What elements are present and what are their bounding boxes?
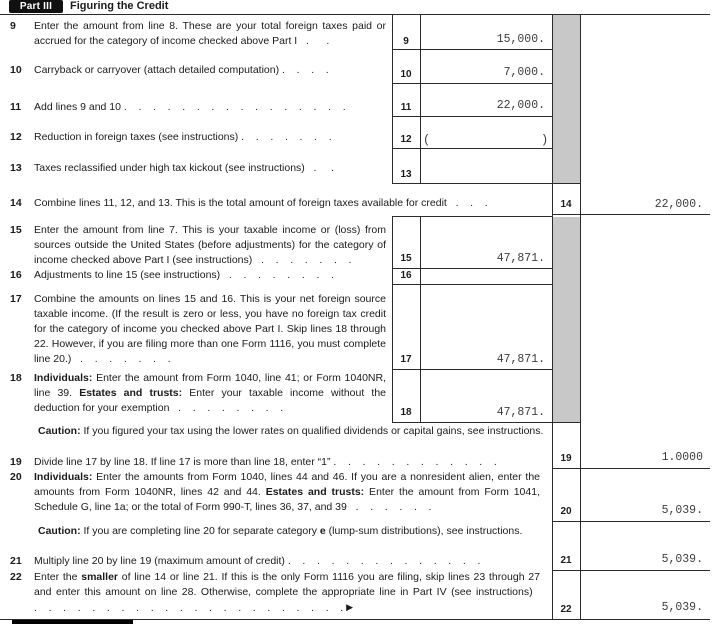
grid-line — [392, 183, 581, 184]
line-10-text: Carryback or carryover (attach detailed computation) . . . . — [34, 64, 329, 76]
box-number-13: 13 — [400, 169, 412, 180]
box-number-20: 20 — [560, 506, 572, 517]
part-iii-title: Figuring the Credit — [70, 0, 169, 12]
grid-line — [552, 214, 710, 215]
line-9-amount[interactable]: 15,000. — [496, 33, 545, 46]
grid-line — [392, 83, 552, 84]
line-14-number: 14 — [10, 197, 22, 209]
line-11-amount[interactable]: 22,000. — [496, 99, 545, 112]
line-10 — [10, 63, 386, 78]
line-18-amount[interactable]: 47,871. — [496, 406, 545, 419]
line-17-text: Combine the amounts on lines 15 and 16. This is your net foreign source taxable income. (If the result is zero or less, you have no foreign tax credit for the category of income you checked above Part I. Skip lines 18 through 22. However, if you are filing more than one Form 1116, you must complete line 20.) . . . . . . . — [34, 293, 386, 365]
line-20 — [10, 470, 540, 515]
line-11-number: 11 — [10, 101, 22, 113]
box-number-17: 17 — [400, 354, 412, 365]
line-14-text: Combine lines 11, 12, and 13. This is the total amount of foreign taxes available for credit . . . — [34, 197, 488, 209]
line-13-number: 13 — [10, 162, 22, 174]
line-21-amount[interactable]: 5,039. — [661, 553, 703, 566]
line-20-amount[interactable]: 5,039. — [661, 504, 703, 517]
grid-line — [552, 468, 710, 469]
box-number-12: 12 — [400, 134, 412, 145]
line-21-text: Multiply line 20 by line 19 (maximum amount of credit) . . . . . . . . . . . . . . — [34, 555, 481, 567]
line-20-number: 20 — [10, 471, 22, 483]
box-number-11: 11 — [400, 102, 412, 113]
line-19-number: 19 — [10, 456, 22, 468]
line-11-text: Add lines 9 and 10 . . . . . . . . . . . . . . . . — [34, 101, 346, 113]
box-number-14: 14 — [560, 199, 572, 210]
box-number-10: 10 — [400, 69, 412, 80]
line-20-text: Individuals: Enter the amounts from Form 1040, lines 44 and 46. If you are a nonresident alien, enter the amounts from Form 1040NR, lines 42 and 44. Estates and trusts: Enter the amount from Form 1041, Schedule G, line 1a; or the total of Form 990-T, lines 36, 37, and 39 . . . . . . — [34, 471, 540, 513]
next-part-header-stub — [12, 620, 133, 624]
line-9 — [10, 19, 386, 49]
box-number-15: 15 — [400, 253, 412, 264]
grid-line — [392, 268, 552, 269]
line-19-amount[interactable]: 1.0000 — [661, 451, 703, 464]
right-arrow-icon: ▶ — [346, 602, 354, 612]
grid-line — [392, 49, 552, 50]
line-22-text: Enter the smaller of line 14 or line 21. If this is the only Form 1116 you are filing, skip lines 23 through 27 and enter this amount on line 28. Otherwise, complete the appropriate line in Part IV (see instructions) . . . . . . . . . . . . . . . . . . . . . . ▶ — [34, 571, 540, 614]
grid-line — [552, 15, 553, 619]
line-19-text: Divide line 17 by line 18. If line 17 is more than line 18, enter “1” . . . . . . . . . . . . — [34, 456, 497, 468]
line-11 — [10, 100, 386, 115]
line-10-amount[interactable]: 7,000. — [503, 66, 545, 79]
box-number-9: 9 — [403, 36, 409, 47]
line-12-text: Reduction in foreign taxes (see instructions) . . . . . . . — [34, 131, 332, 143]
line-12-paren-open: ( — [423, 133, 431, 147]
line-12 — [10, 130, 386, 145]
grid-line — [420, 216, 421, 422]
box-number-16: 16 — [400, 270, 412, 281]
line-21-number: 21 — [10, 555, 22, 567]
line-15-amount[interactable]: 47,871. — [496, 252, 545, 265]
line-16-text: Adjustments to line 15 (see instructions) . . . . . . . . — [34, 269, 334, 281]
grid-line — [392, 284, 552, 285]
line-14 — [10, 196, 540, 211]
line-10-number: 10 — [10, 64, 22, 76]
grid-line — [392, 422, 581, 423]
grid-line — [552, 570, 710, 571]
line-17-amount[interactable]: 47,871. — [496, 353, 545, 366]
line-13-text: Taxes reclassified under high tax kickout (see instructions) . . — [34, 162, 334, 174]
line-9-text: Enter the amount from line 8. These are your total foreign taxes paid or accrued for the category of income checked above Part I . . — [34, 20, 386, 47]
grid-line — [392, 369, 552, 370]
caution-line-18 — [38, 424, 544, 439]
grid-line — [552, 521, 710, 522]
grid-line — [392, 148, 552, 149]
box-number-18: 18 — [400, 407, 412, 418]
line-15-number: 15 — [10, 224, 22, 236]
part-iii-tag: Part III — [9, 0, 63, 13]
line-12-paren-close: ) — [541, 133, 549, 147]
caution-text: Caution: If you figured your tax using the lower rates on qualified dividends or capital gains, see instructions. — [38, 425, 544, 437]
line-18 — [10, 371, 386, 416]
line-18-number: 18 — [10, 372, 22, 384]
line-13 — [10, 161, 386, 176]
line-16-number: 16 — [10, 269, 22, 281]
grid-line — [392, 216, 393, 422]
caution-line-20 — [38, 524, 544, 539]
box-number-22: 22 — [560, 604, 572, 615]
line-22 — [10, 570, 540, 616]
line-22-amount[interactable]: 5,039. — [661, 601, 703, 614]
box-number-21: 21 — [560, 555, 572, 566]
grid-line — [580, 15, 581, 619]
grid-line — [420, 15, 421, 184]
divider — [0, 14, 710, 15]
box-number-19: 19 — [560, 453, 572, 464]
line-9-number: 9 — [10, 20, 16, 32]
line-17-number: 17 — [10, 293, 22, 305]
line-21 — [10, 554, 540, 569]
line-17 — [10, 292, 386, 367]
line-15 — [10, 223, 386, 268]
line-22-number: 22 — [10, 571, 22, 583]
shaded-column-top — [553, 15, 580, 183]
line-16 — [10, 268, 386, 283]
grid-line — [392, 216, 552, 217]
line-14-amount[interactable]: 22,000. — [654, 198, 703, 211]
shaded-column-middle — [553, 217, 580, 422]
caution-text: Caution: If you are completing line 20 for separate category e (lump-sum distributions), see instructions. — [38, 525, 523, 537]
line-15-text: Enter the amount from line 7. This is your taxable income or (loss) from sources outside the United States (before adjustments) for the category of income checked above Part I (see instructions) . . . . . . . — [34, 224, 386, 266]
grid-line — [392, 116, 552, 117]
line-18-text: Individuals: Enter the amount from Form 1040, line 41; or Form 1040NR, line 39. Estates and trusts: Enter your taxable income without the deduction for your exemption . . . . . . . . — [34, 372, 387, 414]
line-19 — [10, 455, 540, 470]
line-12-number: 12 — [10, 131, 22, 143]
